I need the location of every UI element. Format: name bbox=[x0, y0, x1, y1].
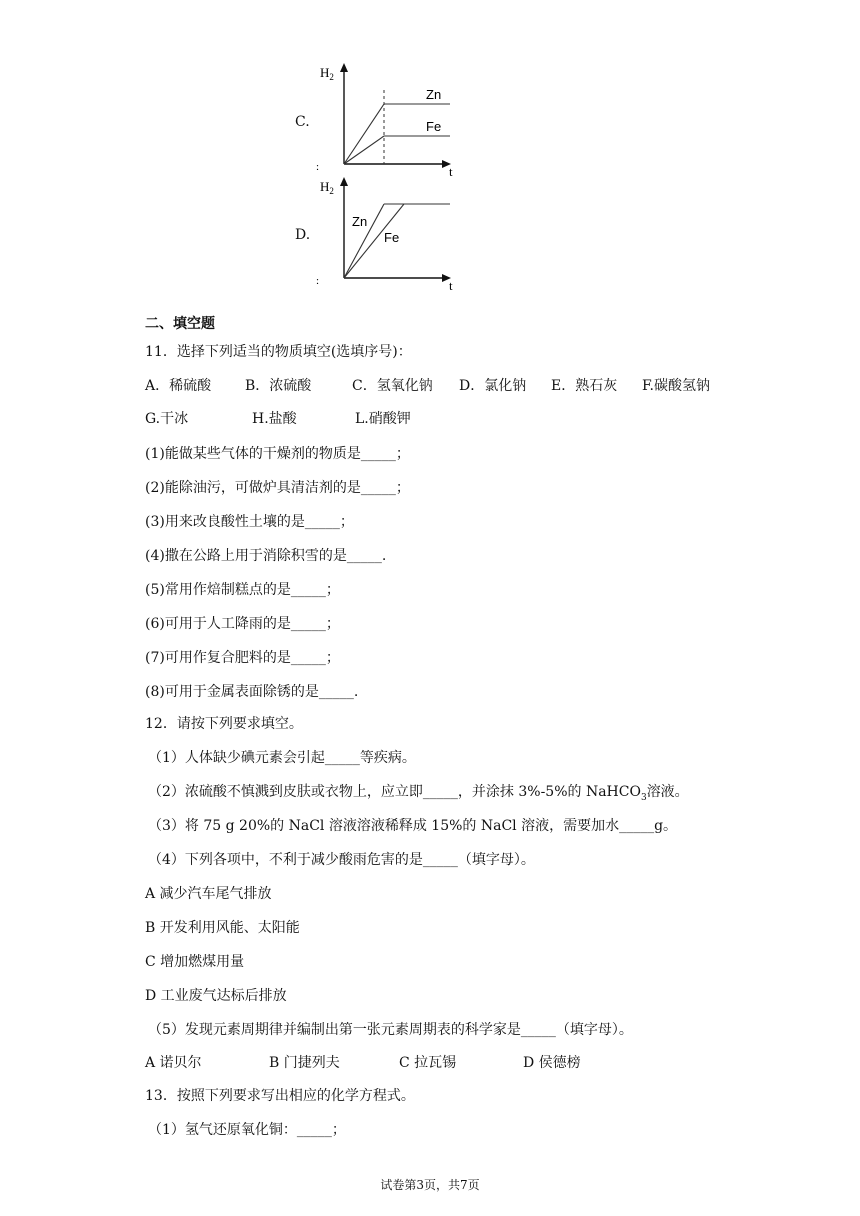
graph-d-origin-mark: : bbox=[316, 275, 320, 287]
q11-item-1: (1)能做某些气体的干燥剂的物质是_____； bbox=[145, 446, 410, 462]
section-title: 二、填空题 bbox=[145, 316, 215, 332]
q11-option-g: G.干冰 bbox=[145, 411, 189, 427]
graph-d bbox=[316, 174, 466, 294]
q12-part-3: （3）将 75 g 20%的 NaCl 溶液溶液稀释成 15%的 NaCl 溶液，需要加水_____g。 bbox=[148, 818, 678, 834]
q11-item-4: (4)撒在公路上用于消除积雪的是_____. bbox=[145, 548, 387, 564]
q11-item-8: (8)可用于金属表面除锈的是_____. bbox=[145, 684, 359, 700]
q12-part-5-option-b: B 门捷列夫 bbox=[269, 1055, 340, 1071]
graph-d-y-arrow bbox=[340, 177, 348, 186]
q12-part-5-option-d: D 侯德榜 bbox=[523, 1055, 581, 1071]
q12-part-2-text: （2）浓硫酸不慎溅到皮肤或衣物上，应立即_____，并涂抹 3%-5%的 NaHCO bbox=[148, 784, 641, 800]
q12-part-2-tail: 溶液。 bbox=[646, 784, 689, 800]
option-d-label: D. bbox=[295, 227, 311, 243]
q12-part-1: （1）人体缺少碘元素会引起_____等疾病。 bbox=[148, 750, 416, 766]
graph-c bbox=[316, 60, 466, 180]
q12-part-5: （5）发现元素周期律并编制出第一张元素周期表的科学家是_____（填字母）。 bbox=[148, 1022, 633, 1038]
q11-item-5: (5)常用作焙制糕点的是_____； bbox=[145, 582, 340, 598]
q11-option-d: D．氯化钠 bbox=[459, 378, 527, 394]
graph-d-y-axis-label: $H_2$ bbox=[320, 179, 334, 196]
graph-c-zn-label: Zn bbox=[426, 87, 442, 102]
q11-item-6: (6)可用于人工降雨的是_____； bbox=[145, 616, 340, 632]
q11-item-7: (7)可用作复合肥料的是_____； bbox=[145, 650, 340, 666]
q11-item-3: (3)用来改良酸性土壤的是_____； bbox=[145, 514, 354, 530]
graph-c-origin-mark: : bbox=[316, 161, 320, 173]
q11-option-a: A．稀硫酸 bbox=[145, 378, 212, 394]
graph-c-fe-label: Fe bbox=[426, 119, 442, 134]
q13-part-1: （1）氢气还原氧化铜：_____； bbox=[148, 1122, 346, 1138]
graph-c-y-arrow bbox=[340, 63, 348, 72]
q12-part-4-option-d: D 工业废气达标后排放 bbox=[145, 988, 287, 1004]
graph-d-zn-label: Zn bbox=[352, 214, 368, 229]
q11-item-2: (2)能除油污，可做炉具清洁剂的是_____； bbox=[145, 480, 410, 496]
q12-part-5-option-c: C 拉瓦锡 bbox=[399, 1055, 457, 1071]
q12-part-2 bbox=[148, 782, 689, 808]
graph-c-x-axis-label: t bbox=[449, 164, 453, 179]
page-footer: 试卷第3页，共7页 bbox=[380, 1178, 480, 1192]
q11-option-c: C．氢氧化钠 bbox=[352, 378, 433, 394]
q12-part-5-option-a: A 诺贝尔 bbox=[145, 1055, 202, 1071]
q13-stem: 13．按照下列要求写出相应的化学方程式。 bbox=[145, 1088, 415, 1104]
q12-part-4-option-a: A 减少汽车尾气排放 bbox=[145, 886, 272, 902]
graph-d-fe-label: Fe bbox=[384, 230, 400, 245]
graph-c-y-axis-label: $H_2$ bbox=[320, 65, 334, 82]
q11-option-f: F.碳酸氢钠 bbox=[642, 378, 710, 394]
q12-part-4-option-b: B 开发利用风能、太阳能 bbox=[145, 920, 300, 936]
q11-option-l: L.硝酸钾 bbox=[355, 411, 411, 427]
q11-option-b: B．浓硫酸 bbox=[245, 378, 312, 394]
q11-option-e: E．熟石灰 bbox=[551, 378, 618, 394]
q11-option-h: H.盐酸 bbox=[252, 411, 297, 427]
option-c-label: C. bbox=[295, 114, 310, 130]
graph-c-zn-rise bbox=[344, 104, 384, 164]
q12-part-4-option-c: C 增加燃煤用量 bbox=[145, 954, 245, 970]
q12-part-2-subscript: 3 bbox=[640, 792, 647, 803]
graph-c-fe-rise bbox=[344, 136, 384, 164]
q11-stem: 11．选择下列适当的物质填空(选填序号)： bbox=[145, 344, 412, 360]
q12-part-4: （4）下列各项中，不利于减少酸雨危害的是_____（填字母）。 bbox=[148, 852, 535, 868]
graph-d-x-axis-label: t bbox=[449, 278, 453, 293]
q12-stem: 12．请按下列要求填空。 bbox=[145, 716, 303, 732]
